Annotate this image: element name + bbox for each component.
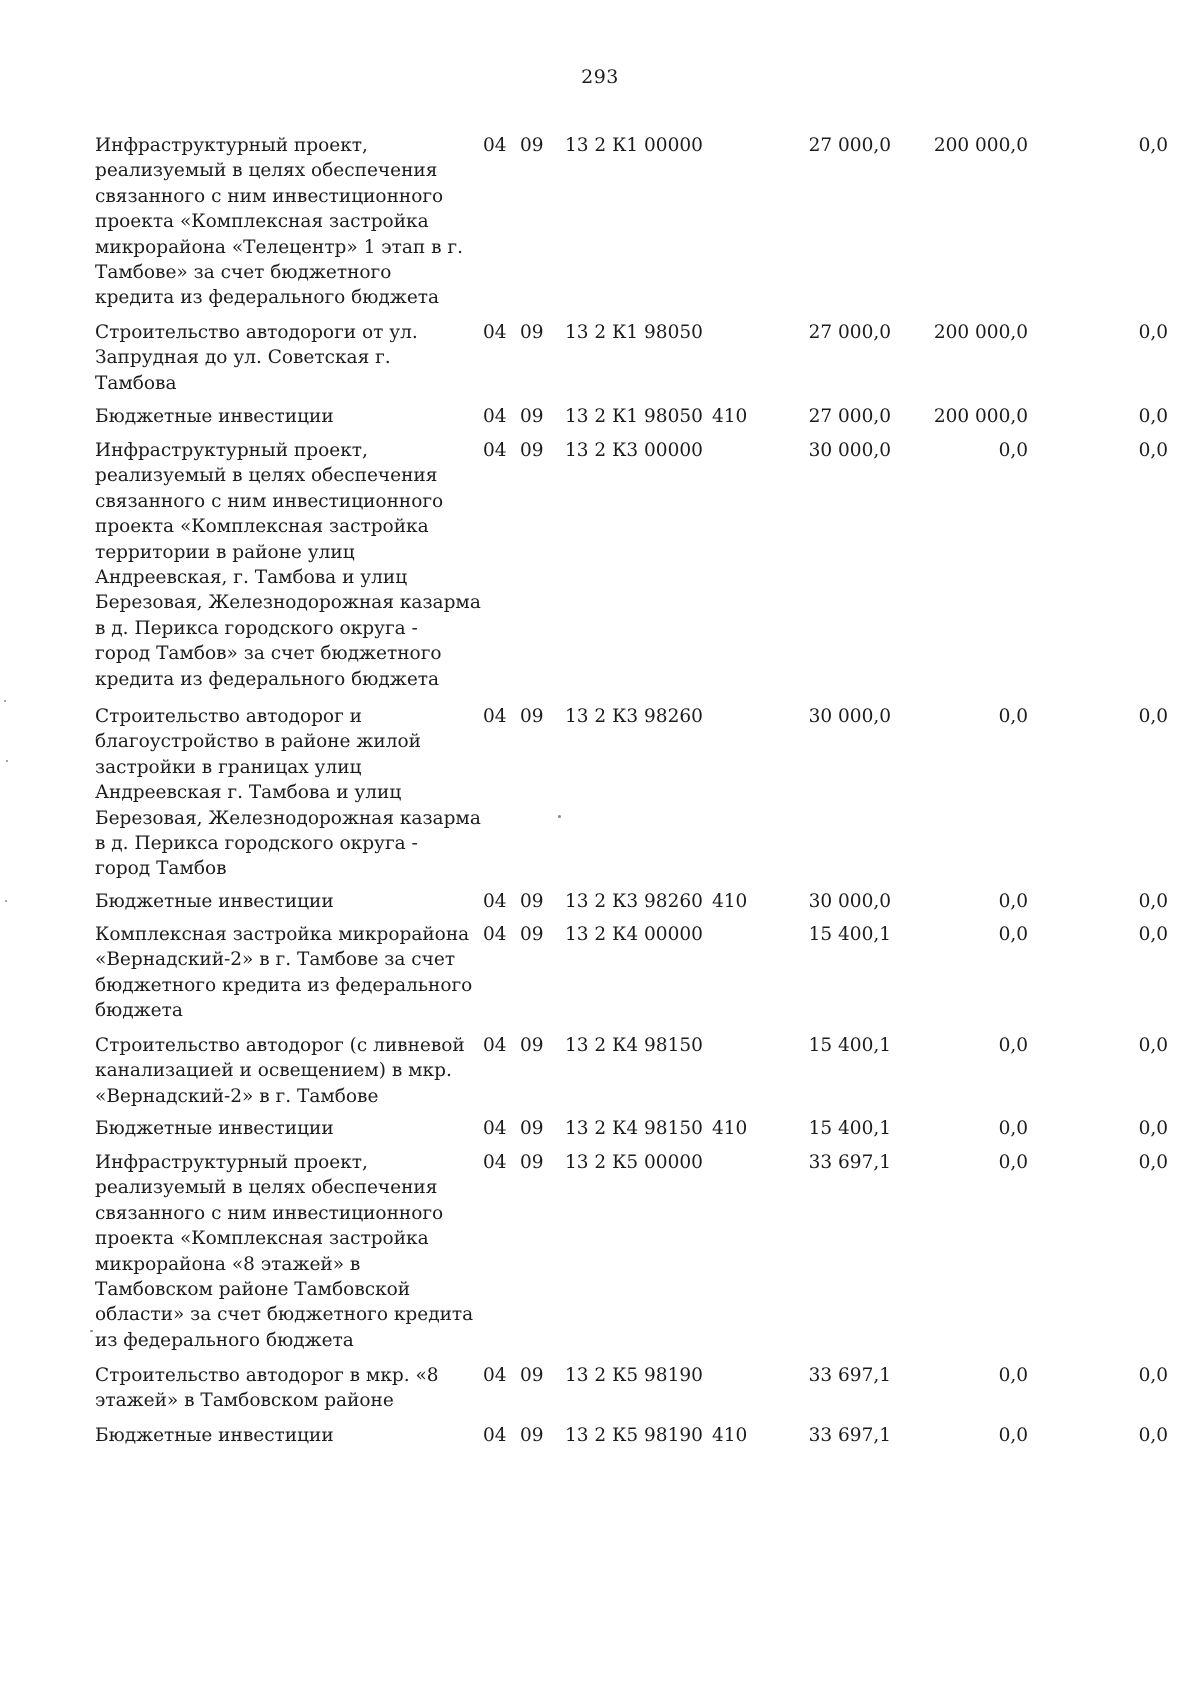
amount-year-1: 27 000,0 [808,406,891,427]
row-name-line: области» за счет бюджетного кредита [95,1304,474,1326]
amount-year-3: 0,0 [1138,406,1168,427]
subsection-code: 09 [520,1152,544,1173]
row-name [95,1116,470,1141]
amount-year-1: 15 400,1 [808,924,891,945]
row-name-line: микрорайона «8 этажей» в [95,1253,361,1275]
target-article-code: 13 2 К5 98190 [565,1425,703,1446]
row-name-line: застройки в границах улиц [95,756,362,778]
expense-type-code: 410 [712,1118,748,1139]
row-name-line: город Тамбов [95,858,227,880]
row-name-line: Бюджетные инвестиции [95,891,334,912]
amount-year-1: 33 697,1 [808,1152,891,1173]
row-name-line: Запрудная до ул. Советская г. [95,347,391,369]
subsection-code: 09 [520,1035,544,1056]
row-name-line: Березовая, Железнодорожная казарма [95,592,481,614]
row-name-line: канализацией и освещением) в мкр. [95,1060,452,1082]
row-name-line: Андреевская г. Тамбова и улиц [95,782,402,804]
row-name-line: Бюджетные инвестиции [95,406,334,427]
amount-year-2: 200 000,0 [933,322,1028,343]
amount-year-2: 200 000,0 [933,135,1028,156]
subsection-code: 09 [520,1425,544,1446]
row-name-line: бюджета [95,1000,183,1022]
row-name-line: проекта «Комплексная застройка [95,516,429,538]
amount-year-1: 30 000,0 [808,706,891,727]
amount-year-1: 30 000,0 [808,440,891,461]
row-name-line: связанного с ним инвестиционного [95,1202,444,1224]
row-name-line: кредита из федерального бюджета [95,287,440,309]
scan-speck [4,700,6,702]
row-name-line: в д. Перикса городского округа - [95,617,418,639]
section-code: 04 [483,1118,507,1139]
amount-year-3: 0,0 [1138,1035,1168,1056]
amount-year-3: 0,0 [1138,924,1168,945]
amount-year-1: 27 000,0 [808,322,891,343]
row-name [95,1150,474,1353]
target-article-code: 13 2 К3 98260 [565,891,703,912]
section-code: 04 [483,1152,507,1173]
amount-year-2: 0,0 [998,924,1028,945]
row-name-line: связанного с ним инвестиционного [95,185,444,207]
subsection-code: 09 [520,706,544,727]
target-article-code: 13 2 К3 00000 [565,440,703,461]
row-name-line: реализуемый в целях обеспечения [95,160,438,182]
row-name-line: Тамбове» за счет бюджетного [95,262,392,284]
row-name-line: Строительство автодорог и [95,706,362,727]
section-code: 04 [483,406,507,427]
amount-year-2: 200 000,0 [933,406,1028,427]
subsection-code: 09 [520,322,544,343]
row-name-line: реализуемый в целях обеспечения [95,1177,438,1199]
row-name-line: проекта «Комплексная застройка [95,211,429,233]
section-code: 04 [483,891,507,912]
row-name [95,922,473,1024]
subsection-code: 09 [520,1365,544,1386]
row-name-line: Березовая, Железнодорожная казарма [95,807,481,829]
row-name-line: этажей» в Тамбовском районе [95,1390,394,1412]
subsection-code: 09 [520,135,544,156]
row-name-line: Тамбовском районе Тамбовской [95,1279,411,1301]
row-name [95,133,470,311]
amount-year-1: 33 697,1 [808,1365,891,1386]
row-name-line: бюджетного кредита из федерального [95,974,473,996]
amount-year-1: 15 400,1 [808,1035,891,1056]
amount-year-1: 30 000,0 [808,891,891,912]
expense-type-code: 410 [712,406,748,427]
target-article-code: 13 2 К5 00000 [565,1152,703,1173]
row-name-line: город Тамбов» за счет бюджетного [95,643,442,665]
target-article-code: 13 2 К3 98260 [565,706,703,727]
amount-year-3: 0,0 [1138,1365,1168,1386]
amount-year-2: 0,0 [998,891,1028,912]
amount-year-3: 0,0 [1138,440,1168,461]
amount-year-2: 0,0 [998,706,1028,727]
target-article-code: 13 2 К4 98150 [565,1118,703,1139]
amount-year-3: 0,0 [1138,1118,1168,1139]
row-name [95,404,470,429]
subsection-code: 09 [520,924,544,945]
row-name-line: микрорайона «Телецентр» 1 этап в г. [95,236,463,258]
expense-type-code: 410 [712,891,748,912]
scan-speck [558,815,561,818]
row-name-line: благоустройство в районе жилой [95,731,421,753]
row-name-line: связанного с ним инвестиционного [95,490,444,512]
target-article-code: 13 2 К1 98050 [565,406,703,427]
row-name-line: Инфраструктурный проект, [95,135,368,156]
amount-year-3: 0,0 [1138,322,1168,343]
row-name-line: Инфраструктурный проект, [95,440,368,461]
amount-year-2: 0,0 [998,1035,1028,1056]
amount-year-2: 0,0 [998,440,1028,461]
amount-year-1: 15 400,1 [808,1118,891,1139]
target-article-code: 13 2 К5 98190 [565,1365,703,1386]
subsection-code: 09 [520,1118,544,1139]
scan-speck [5,900,7,902]
amount-year-2: 0,0 [998,1365,1028,1386]
amount-year-3: 0,0 [1138,1425,1168,1446]
row-name-line: Строительство автодорог (с ливневой [95,1035,465,1056]
row-name-line: в д. Перикса городского округа - [95,833,418,855]
row-name-line: из федерального бюджета [95,1329,354,1351]
target-article-code: 13 2 К4 00000 [565,924,703,945]
amount-year-2: 0,0 [998,1425,1028,1446]
amount-year-3: 0,0 [1138,891,1168,912]
scan-speck [6,760,8,762]
row-name-line: территории в районе улиц [95,541,355,563]
expense-type-code: 410 [712,1425,748,1446]
page-number: 293 [581,66,619,88]
target-article-code: 13 2 К4 98150 [565,1035,703,1056]
section-code: 04 [483,924,507,945]
row-name [95,438,481,692]
row-name [95,704,481,882]
row-name-line: Комплексная застройка микрорайона [95,924,470,945]
section-code: 04 [483,1365,507,1386]
row-name [95,1033,470,1109]
row-name-line: Строительство автодороги от ул. [95,322,418,343]
amount-year-3: 0,0 [1138,706,1168,727]
section-code: 04 [483,706,507,727]
amount-year-1: 33 697,1 [808,1425,891,1446]
target-article-code: 13 2 К1 00000 [565,135,703,156]
row-name-line: Инфраструктурный проект, [95,1152,368,1173]
subsection-code: 09 [520,406,544,427]
target-article-code: 13 2 К1 98050 [565,322,703,343]
row-name-line: кредита из федерального бюджета [95,668,440,690]
row-name-line: реализуемый в целях обеспечения [95,465,438,487]
subsection-code: 09 [520,891,544,912]
row-name-line: «Вернадский-2» в г. Тамбове [95,1085,379,1107]
section-code: 04 [483,1035,507,1056]
row-name [95,1423,470,1448]
row-name [95,1363,470,1414]
row-name-line: Андреевская, г. Тамбова и улиц [95,567,408,589]
scan-speck [90,1330,93,1332]
amount-year-1: 27 000,0 [808,135,891,156]
amount-year-3: 0,0 [1138,135,1168,156]
section-code: 04 [483,135,507,156]
row-name-line: «Вернадский-2» в г. Тамбове за счет [95,949,456,971]
row-name [95,320,470,396]
section-code: 04 [483,1425,507,1446]
section-code: 04 [483,322,507,343]
subsection-code: 09 [520,440,544,461]
row-name-line: Бюджетные инвестиции [95,1118,334,1139]
row-name-line: Строительство автодорог в мкр. «8 [95,1365,439,1386]
amount-year-2: 0,0 [998,1152,1028,1173]
section-code: 04 [483,440,507,461]
row-name [95,889,470,914]
amount-year-3: 0,0 [1138,1152,1168,1173]
row-name-line: Тамбова [95,372,177,394]
row-name-line: Бюджетные инвестиции [95,1425,334,1446]
row-name-line: проекта «Комплексная застройка [95,1228,429,1250]
amount-year-2: 0,0 [998,1118,1028,1139]
